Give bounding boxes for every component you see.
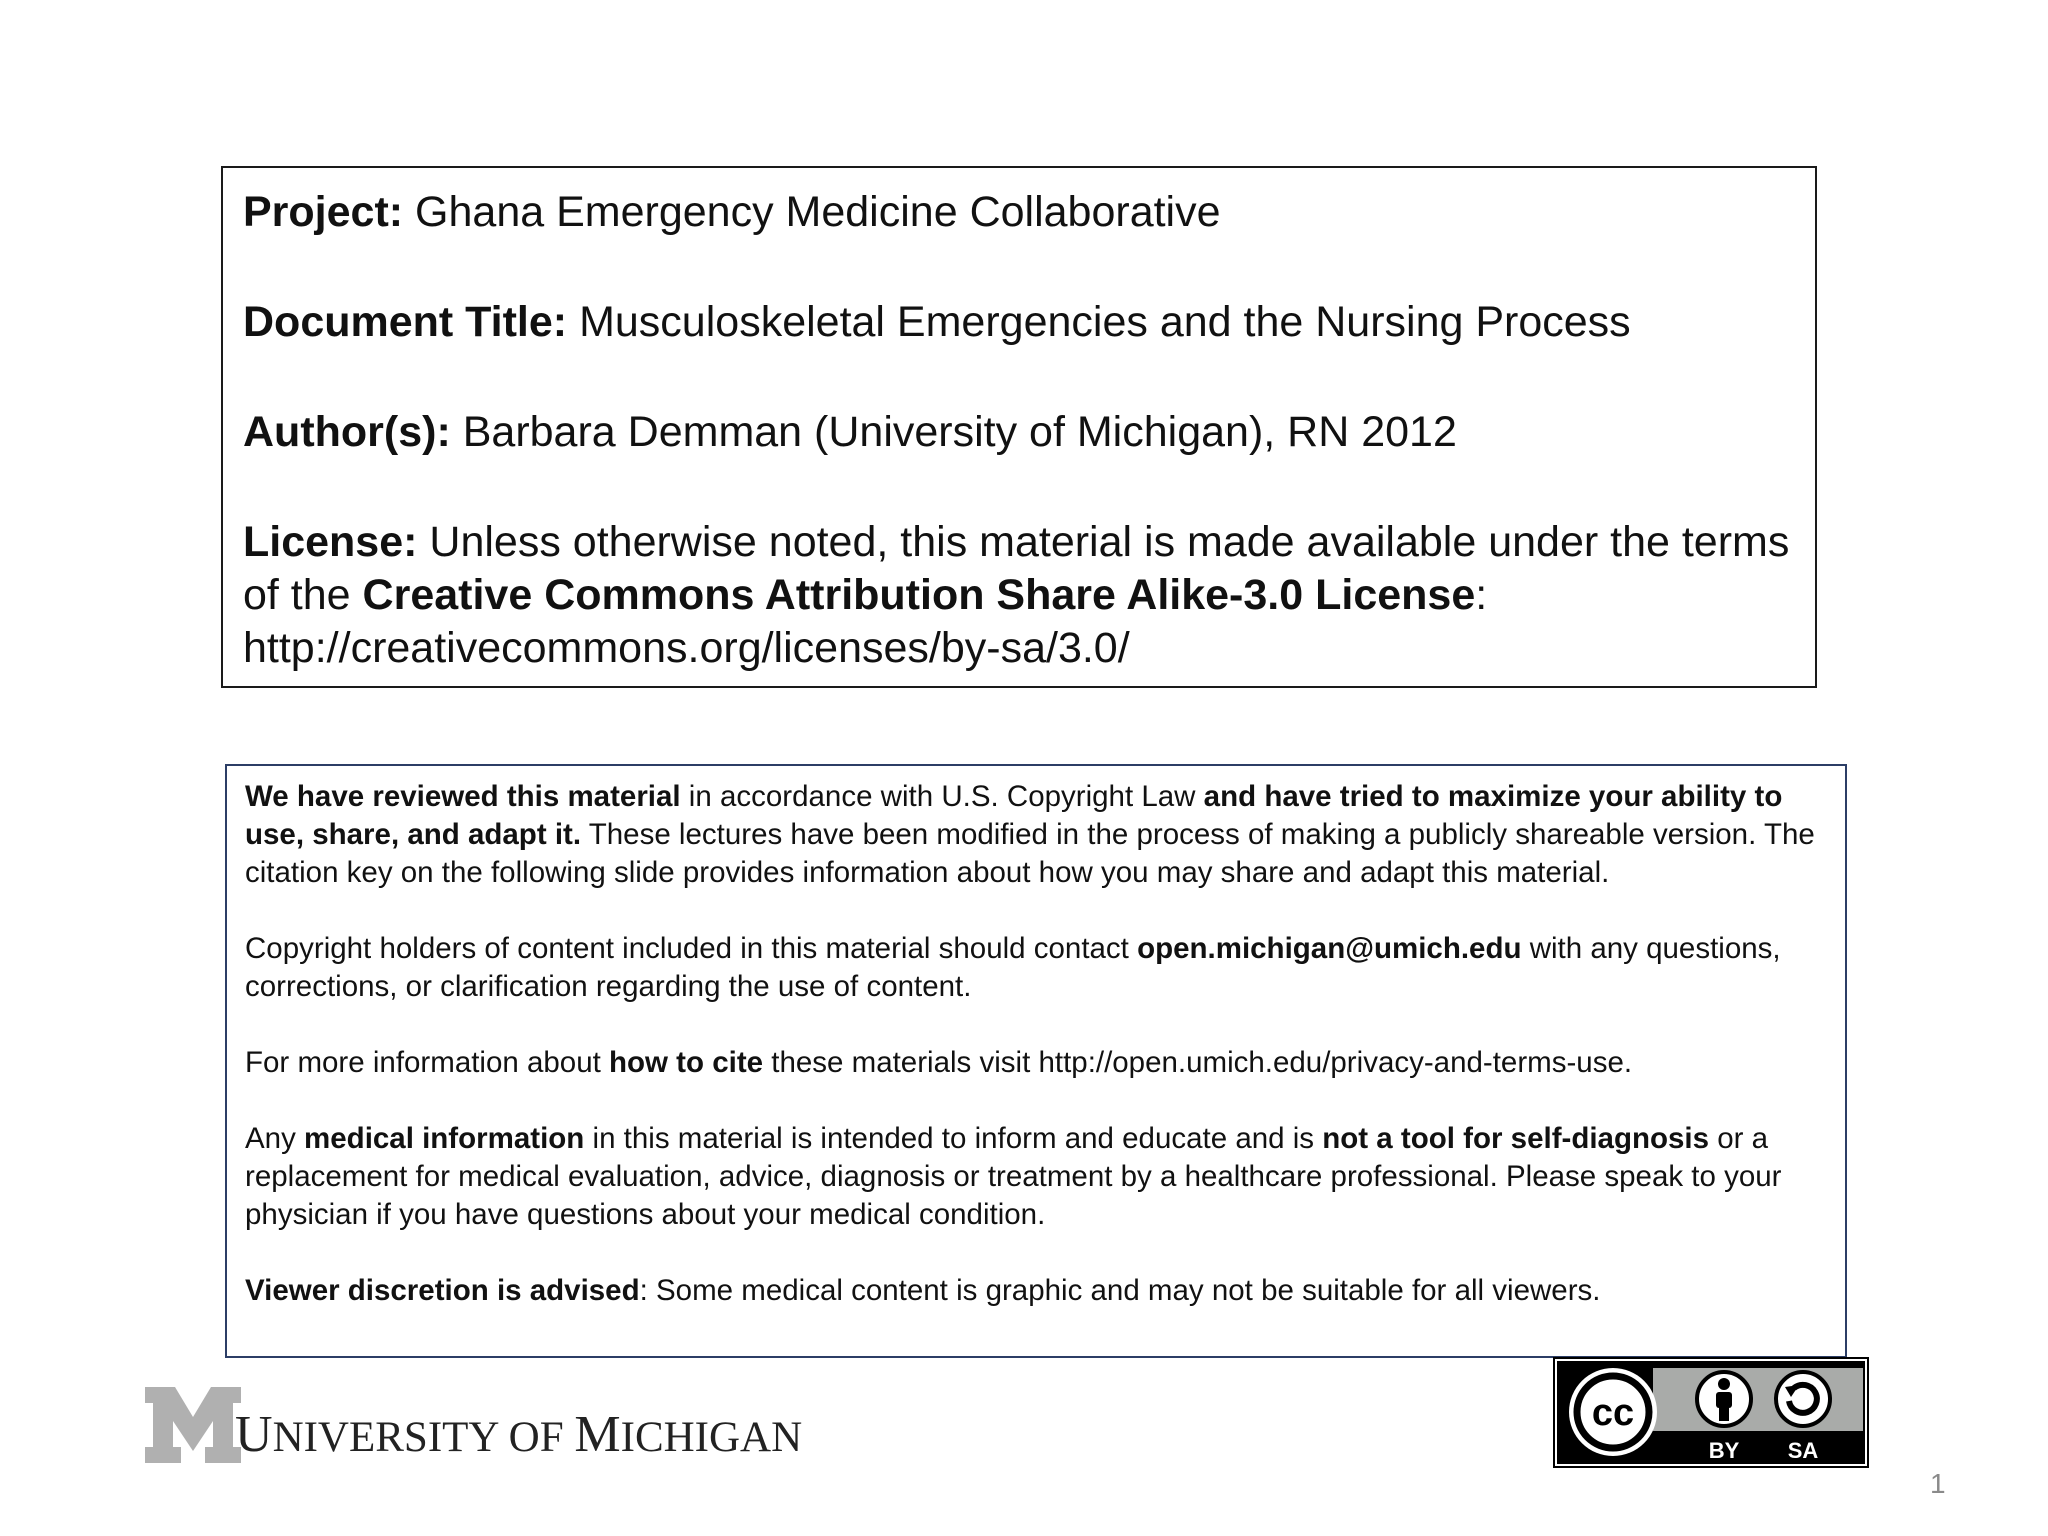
contact-email: open.michigan@umich.edu xyxy=(1137,932,1522,965)
author-label: Author(s): xyxy=(243,408,451,456)
university-of-michigan-logo xyxy=(145,1387,802,1463)
block-m-icon xyxy=(145,1387,241,1463)
share-alike-icon xyxy=(1776,1372,1830,1426)
document-title-line xyxy=(243,296,1795,349)
by-label: BY xyxy=(1708,1438,1740,1463)
sa-label: SA xyxy=(1787,1438,1819,1463)
viewer-discretion-paragraph xyxy=(245,1272,1827,1310)
copyright-paragraph xyxy=(245,930,1827,1006)
review-bold-1: We have reviewed this material xyxy=(245,780,681,813)
page-number: 1 xyxy=(1930,1468,1946,1499)
cc-icon xyxy=(1569,1368,1657,1456)
license-label: License: xyxy=(243,518,418,566)
review-paragraph xyxy=(245,778,1827,892)
copyright-text-1: Copyright holders of content included in this material should contact xyxy=(245,932,1138,965)
document-info-box xyxy=(221,166,1817,688)
cite-bold: how to cite xyxy=(609,1046,764,1079)
medical-text-2: in this material is intended to inform and educate and is xyxy=(584,1122,1323,1155)
university-wordmark: UNIVERSITY OF MICHIGAN xyxy=(235,1406,803,1463)
viewer-discretion-bold: Viewer discretion is advised xyxy=(245,1274,640,1307)
copyright-text-2: with any questions, corrections, or clarification regarding the use of content. xyxy=(245,932,1781,1003)
license-line xyxy=(243,516,1795,675)
cite-text-1: For more information about xyxy=(245,1046,609,1079)
document-title-label: Document Title: xyxy=(243,298,568,346)
attribution-icon xyxy=(1697,1372,1751,1426)
author-line xyxy=(243,406,1795,459)
viewer-discretion-text: : Some medical content is graphic and may not be suitable for all viewers. xyxy=(639,1274,1601,1307)
medical-text-1: Any xyxy=(245,1122,305,1155)
medical-text-3: or a replacement for medical evaluation, advice, diagnosis or treatment by a healthcare professional. Please speak to your physician if you have questions about your medical condition. xyxy=(245,1122,1782,1231)
cc-by-sa-badge xyxy=(1553,1357,1869,1468)
disclaimer-box xyxy=(225,764,1847,1358)
medical-bold-2: not a tool for self-diagnosis xyxy=(1322,1122,1710,1155)
project-value: Ghana Emergency Medicine Collaborative xyxy=(403,188,1221,236)
medical-paragraph xyxy=(245,1120,1827,1234)
review-text-2: These lectures have been modified in the process of making a publicly shareable version. The citation key on the following slide provides information about how you may share and adapt this material. xyxy=(245,818,1815,889)
cite-paragraph xyxy=(245,1044,1827,1082)
license-text: Unless otherwise noted, this material is made available under the terms of the xyxy=(243,518,1790,619)
review-bold-2: and have tried to maximize your ability to use, share, and adapt it. xyxy=(245,780,1783,851)
document-title-value: Musculoskeletal Emergencies and the Nursing Process xyxy=(567,298,1631,346)
cite-text-2: these materials visit http://open.umich.edu/privacy-and-terms-use. xyxy=(763,1046,1633,1079)
license-name: Creative Commons Attribution Share Alike-3.0 License xyxy=(362,571,1476,619)
medical-bold-1: medical information xyxy=(304,1122,585,1155)
license-colon: : xyxy=(1475,571,1488,619)
project-line xyxy=(243,186,1795,239)
author-value: Barbara Demman (University of Michigan), RN 2012 xyxy=(450,408,1457,456)
project-label: Project: xyxy=(243,188,404,236)
license-url: http://creativecommons.org/licenses/by-sa/3.0/ xyxy=(243,624,1130,672)
svg-text:cc: cc xyxy=(1591,1392,1635,1434)
review-text-1: in accordance with U.S. Copyright Law xyxy=(680,780,1204,813)
